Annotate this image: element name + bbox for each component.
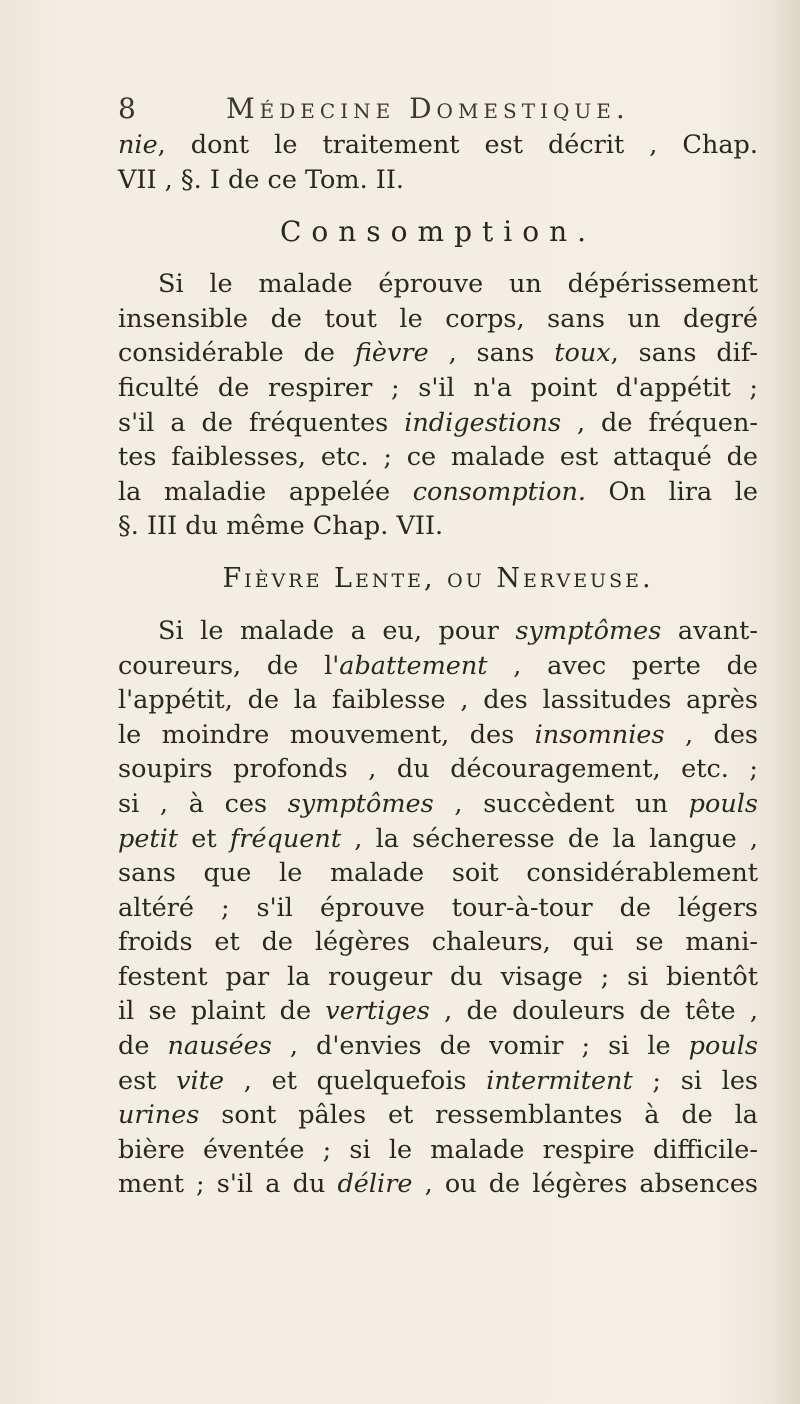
body-text: [118, 128, 758, 1202]
italic-text: urines: [118, 1100, 200, 1131]
text-run: le moindre mouvement, des: [118, 719, 535, 750]
text-run: , de douleurs de tête ,: [429, 996, 758, 1027]
text-run: , succèdent un: [433, 788, 689, 819]
text-run: altéré ; s'il éprouve tour-à-tour de légers: [118, 892, 758, 923]
italic-text: vite: [176, 1065, 225, 1096]
text-run: s'il a de fréquentes: [118, 407, 405, 438]
section-heading-fievre: Fièvre Lente, ou Nerveuse.: [222, 562, 654, 594]
text-run: tes faiblesses, etc. ; ce malade est attaqué de: [118, 442, 758, 473]
text-run: soupirs profonds , du découragement, etc. ;: [118, 754, 758, 785]
text-run: froids et de légères chaleurs, qui se mani-: [118, 927, 758, 958]
running-title: Médecine Domestique.: [226, 92, 630, 125]
text-run: insensible de tout le corps, sans un degré: [118, 303, 758, 334]
text-line: [118, 336, 758, 371]
text-line: [118, 128, 758, 163]
running-head: [118, 90, 688, 128]
text-run: il se plaint de: [118, 996, 326, 1027]
italic-text: pouls: [688, 1031, 758, 1062]
text-run: sans que le malade soit considérablement: [118, 858, 758, 889]
text-line: [118, 718, 758, 753]
text-line: [118, 649, 758, 684]
text-run: , et quelquefois: [224, 1065, 487, 1096]
text-run: , la sécheresse de la langue ,: [341, 823, 759, 854]
text-line: [118, 371, 758, 406]
italic-text: nie: [118, 130, 158, 160]
text-line: [118, 683, 758, 718]
italic-text: intermitent: [486, 1065, 633, 1096]
text-run: On lira le: [585, 476, 758, 507]
text-line: [118, 475, 758, 510]
text-run: si , à ces: [118, 788, 288, 819]
text-run: sont pâles et ressemblantes à de la: [199, 1100, 758, 1131]
text-run: l'appétit, de la faiblesse , des lassitudes après: [118, 685, 758, 716]
text-line: [118, 787, 758, 822]
text-run: Si le malade éprouve un dépérissement: [158, 269, 758, 300]
text-run: , des: [664, 719, 758, 750]
text-run: , ou de légères absences: [412, 1169, 758, 1200]
text-line: [118, 822, 758, 857]
italic-text: pouls: [688, 788, 759, 819]
text-run: , sans: [428, 338, 555, 369]
italic-text: fièvre: [354, 338, 429, 369]
text-run: Si le malade a eu, pour: [158, 615, 516, 646]
text-run: considérable de: [118, 338, 355, 369]
italic-text: vertiges: [325, 996, 430, 1027]
text-run: de: [118, 1031, 168, 1062]
italic-text: symptômes: [287, 788, 434, 819]
text-run: ; si les: [632, 1065, 759, 1096]
text-line: [118, 994, 758, 1029]
italic-text: délire: [337, 1169, 413, 1200]
italic-text: fréquent: [229, 823, 342, 854]
text-run: §. III du même Chap. VII.: [118, 511, 444, 542]
text-run: est: [118, 1065, 177, 1096]
text-line: [118, 1098, 758, 1133]
text-run: ficulté de respirer ; s'il n'a point d'appétit ;: [118, 372, 758, 403]
text-run: festent par la rougeur du visage ; si bientôt: [118, 961, 758, 992]
italic-text: toux: [554, 338, 611, 369]
text-line: [118, 614, 758, 649]
italic-text: symptômes: [515, 615, 662, 646]
text-line: [118, 1029, 758, 1064]
text-line: [118, 406, 758, 441]
italic-text: abattement: [339, 650, 488, 681]
text-run: , de fréquen-: [561, 407, 758, 438]
italic-text: insomnies: [534, 719, 665, 750]
text-run: , d'envies de vomir ; si le: [271, 1031, 689, 1062]
text-line: [118, 1167, 758, 1202]
text-line: [118, 267, 758, 302]
text-run: avant-: [661, 615, 758, 646]
text-line: [118, 1064, 758, 1099]
text-line: [118, 1133, 758, 1168]
text-line: [118, 925, 758, 960]
italic-text: consomption.: [412, 476, 586, 507]
italic-text: petit: [118, 823, 179, 854]
text-run: et: [178, 823, 230, 854]
text-line: [118, 891, 758, 926]
page-number: 8: [118, 92, 136, 125]
text-line: [118, 302, 758, 337]
text-line: [118, 752, 758, 787]
text-line: [118, 856, 758, 891]
text-line: [118, 960, 758, 995]
text-run: coureurs, de l': [118, 650, 340, 681]
text-line: [118, 509, 758, 544]
text-run: la maladie appelée: [118, 476, 413, 507]
text-run: bière éventée ; si le malade respire difficile-: [118, 1134, 758, 1165]
text-run: VII , §. I de ce Tom. II.: [118, 164, 405, 195]
text-run: , sans dif-: [610, 338, 758, 369]
text-run: , dont le traitement est décrit , Chap.: [157, 130, 758, 160]
text-run: , avec perte de: [487, 650, 758, 681]
italic-text: indigestions: [404, 407, 562, 438]
section-heading-consomption: Consomption.: [279, 215, 596, 249]
text-line: [118, 163, 758, 198]
text-line: [118, 440, 758, 475]
text-run: ment ; s'il a du: [118, 1169, 338, 1200]
italic-text: nausées: [167, 1031, 272, 1062]
